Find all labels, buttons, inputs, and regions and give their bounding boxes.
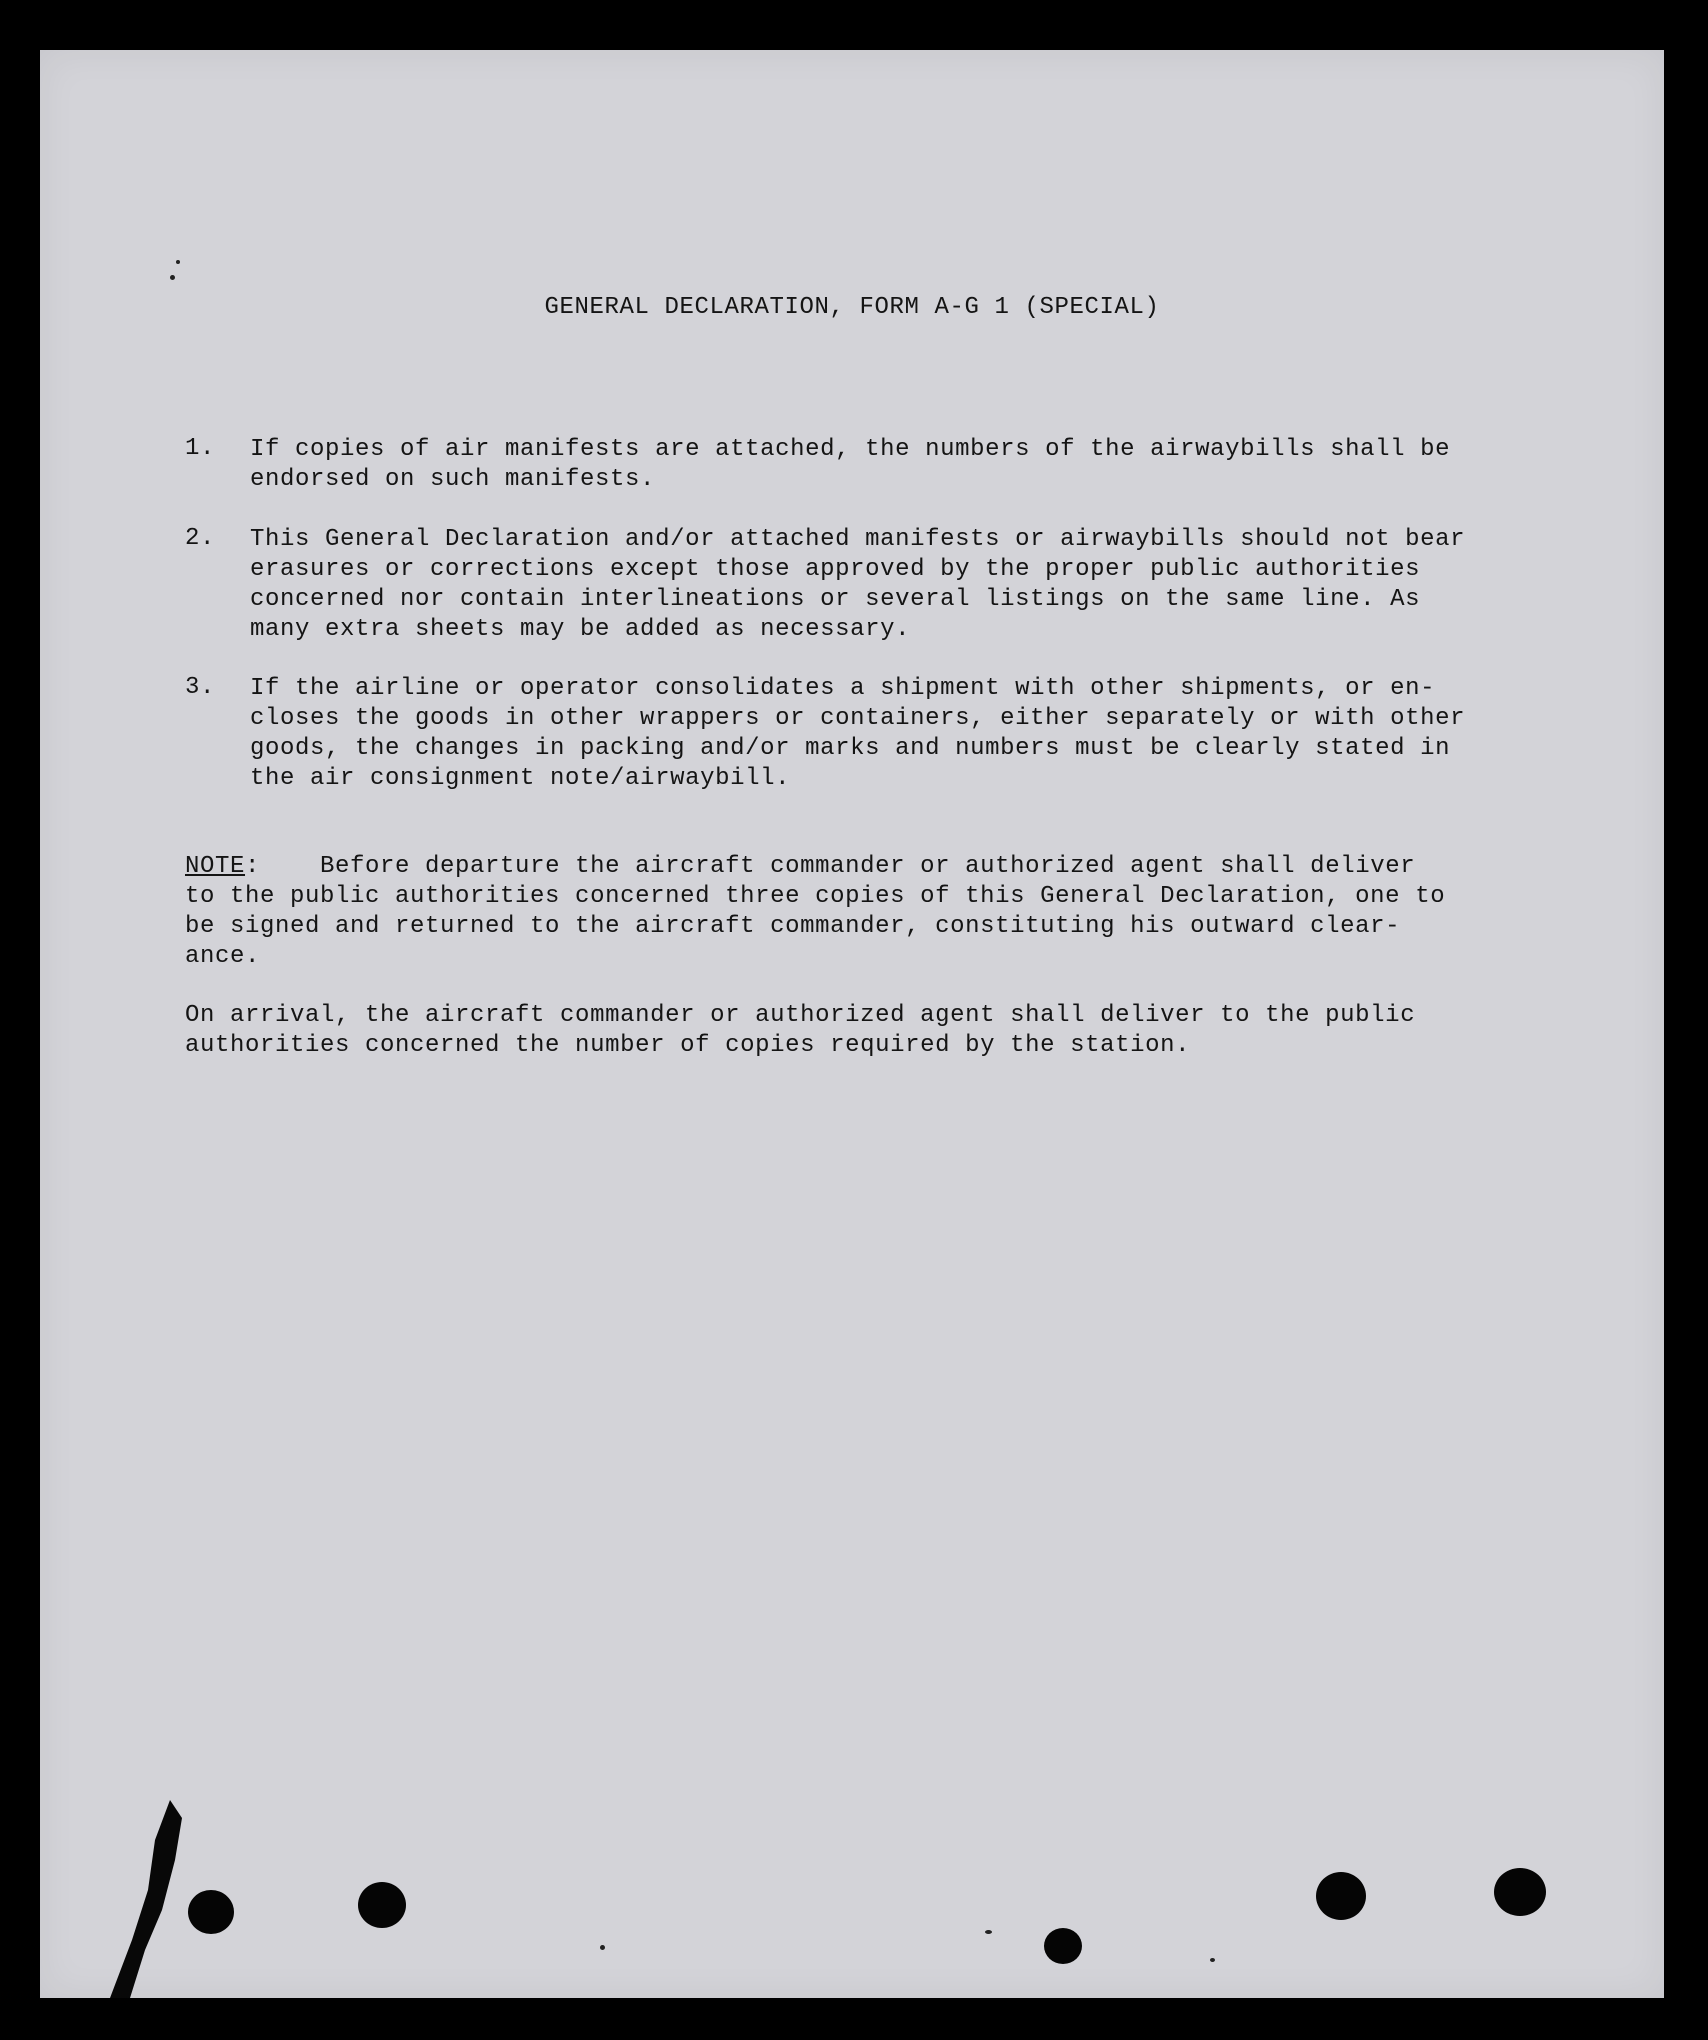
document-title: GENERAL DECLARATION, FORM A-G 1 (SPECIAL) [544,294,1160,321]
arrival-paragraph: On arrival, the aircraft commander or authorized agent shall deliver to the public authorities concerned the number of copies required by the station. [185,1002,1416,1059]
punch-hole [1044,1928,1082,1964]
item-text: If the airline or operator consolidates a shipment with other shipments, or en- closes the goods in other wrappers or containers, either separately or with other goods, the changes in packing and/or marks and numbers must be clearly stated in the air consignment note/airwaybill. [250,675,1466,792]
item-number: 3. [185,674,216,701]
item-number: 2. [185,525,216,552]
speck [170,275,175,280]
item-text: If copies of air manifests are attached, the numbers of the airwaybills shall be endorsed on such manifests. [250,436,1451,493]
note-text: Before departure the aircraft commander or authorized agent shall deliver to the public authorities concerned three copies of this General Declaration, one to be signed and returned to the aircraft commander, constituting his outward clear- ance. [185,853,1446,970]
torn-edge-mark [100,1800,250,2000]
speck [1210,1958,1215,1962]
note-separator: : [245,853,261,880]
punch-hole [1316,1872,1366,1920]
note-paragraph [185,852,1561,972]
speck [600,1945,605,1950]
punch-hole [1494,1868,1546,1916]
note-label: NOTE [185,853,246,880]
item-text: This General Declaration and/or attached manifests or airwaybills should not bear erasures or corrections except those approved by the proper public authorities concerned nor contain interlineations or several listings on the same line. As many extra sheets may be added as necessary. [250,526,1466,643]
item-number: 1. [185,435,216,462]
document-page [40,50,1664,1998]
speck [176,260,180,264]
speck [985,1930,992,1934]
punch-hole [358,1882,406,1928]
